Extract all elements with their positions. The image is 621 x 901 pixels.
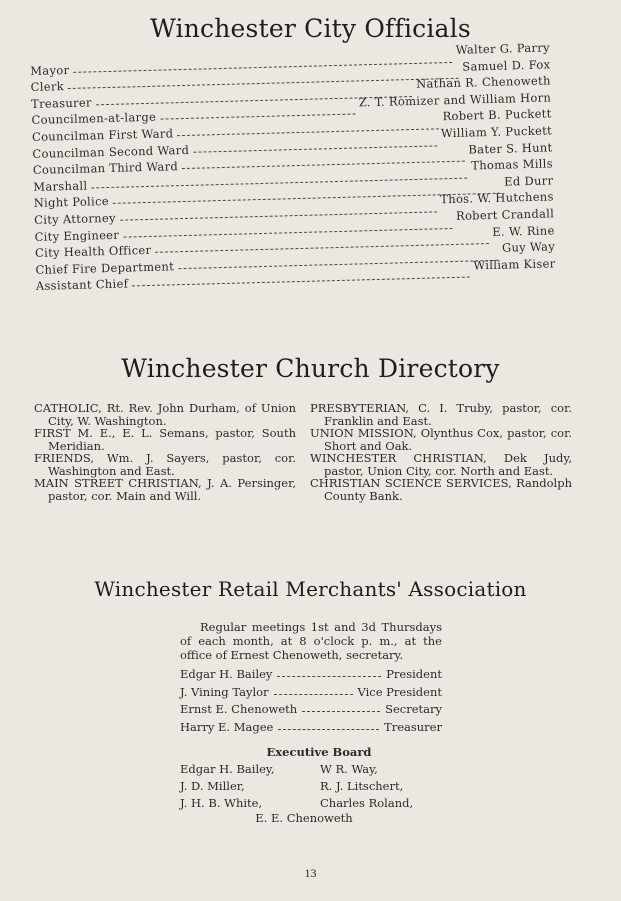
church-entry: FRIENDS, Wm. J. Sayers, pastor, cor. Washington and East. [34,451,296,478]
official-name: Robert B. Puckett [442,106,552,124]
official-name: Z. T. Romizer and William Horn [358,90,552,110]
official-name: E. W. Rine [492,222,555,239]
official-title: City Health Officer [34,243,152,261]
officer-role: Vice President [357,684,442,699]
official-title: Councilman First Ward [31,126,174,144]
association-officers [180,667,442,737]
church-column-left [34,402,296,502]
official-name: Ed Durr [503,173,554,189]
church-entry: CHRISTIAN SCIENCE SERVICES, Randolph County Bank. [310,476,572,503]
official-title: Councilman Third Ward [32,159,179,178]
official-title: Councilman Second Ward [32,142,190,161]
official-name: Robert Crandall [455,206,555,223]
leader-dots [278,729,379,730]
church-entry: CATHOLIC, Rt. Rev. John Durham, of Union City, W. Washington. [34,401,296,428]
official-name: Nathan R. Chenoweth [415,73,551,92]
executive-board-member: J. H. B. White, [180,796,263,810]
official-title: Councilmen-at-large [31,110,157,128]
officer-row [180,702,442,720]
official-name: Thos. W. Hutchens [440,189,554,207]
executive-board-member: W R. Way, [320,762,378,776]
official-name: Samuel D. Fox [462,56,551,74]
official-name: Bater S. Hunt [468,139,553,157]
meeting-notice: Regular meetings 1st and 3d Thursdays of each month, at 8 o'clock p. m., at the office of Ernest Chenoweth, secretary. [180,620,442,662]
executive-board-member: Edgar H. Bailey, [180,762,275,776]
officer-row [180,720,442,738]
executive-board-member: E. E. Chenoweth [255,811,353,825]
officer-name: J. Vining Taylor [180,684,269,699]
officer-role: Treasurer [384,719,442,734]
official-title: Mayor [30,62,70,78]
leader-dots [274,694,353,695]
city-officials-list [30,40,556,294]
official-name: Guy Way [501,239,556,255]
executive-board-heading: Executive Board [266,745,372,759]
church-entry: WINCHESTER CHRISTIAN, Dek Judy, pastor, Union City, cor. North and East. [310,451,572,478]
page-number: 13 [304,866,317,880]
official-title: Treasurer [30,95,92,111]
officer-role: President [386,667,442,681]
officer-name: Edgar H. Bailey [180,667,273,681]
official-title: Assistant Chief [35,276,129,294]
official-name: Thomas Mills [471,156,554,173]
church-entry: MAIN STREET CHRISTIAN, J. A. Persinger, pastor, cor. Main and Will. [34,476,296,503]
leader-dots [132,277,470,287]
officer-name: Ernst E. Chenoweth [180,702,298,716]
executive-board-member: J. D. Miller, [180,779,245,793]
retail-association [180,620,442,826]
executive-board-list [180,762,442,811]
executive-board-member: Charles Roland, [320,796,414,810]
officer-role: Secretary [385,702,442,716]
church-entry: UNION MISSION, Olynthus Cox, pastor, cor. Short and Oak. [310,426,572,453]
official-name: Walter G. Parry [455,40,551,57]
leader-dots [302,711,380,712]
official-title: Chief Fire Department [35,259,175,277]
official-title: Marshall [33,178,88,194]
executive-board-member: R. J. Litschert, [320,779,404,793]
official-name: William Y. Puckett [440,123,553,141]
official-title: Clerk [30,79,65,95]
retail-association-heading: Winchester Retail Merchants' Association [94,577,527,601]
official-title: City Engineer [34,227,120,244]
church-column-right [310,402,572,502]
official-title: City Attorney [33,210,116,227]
officer-row [180,667,442,685]
church-entry: FIRST M. E., E. L. Semans, pastor, South Meridian. [34,426,296,453]
officer-name: Harry E. Magee [180,719,274,734]
church-entry: PRESBYTERIAN, C. I. Truby, pastor, cor. Franklin and East. [310,401,572,428]
officer-row [180,685,442,703]
official-title: Night Police [33,194,110,211]
city-officials-heading: Winchester City Officials [150,14,471,43]
leader-dots [277,676,381,677]
official-name: William Kiser [473,256,556,273]
church-directory-heading: Winchester Church Directory [121,354,500,383]
